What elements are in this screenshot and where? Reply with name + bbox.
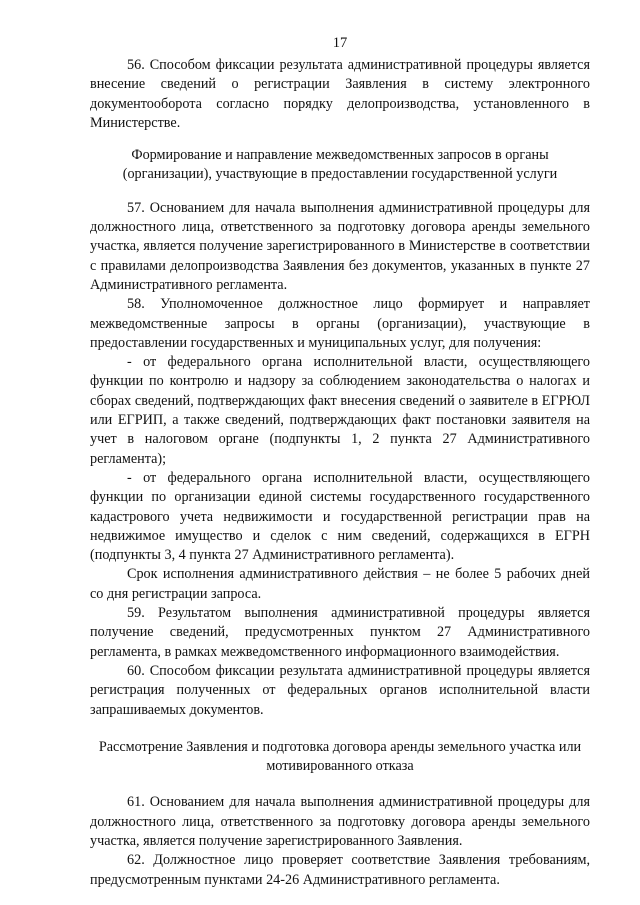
paragraph-60: 60. Способом фиксации результата административной процедуры является регистрация полученных от федеральных органов исполнительной власти запрашиваемых документов.	[90, 662, 590, 718]
paragraph-56: 56. Способом фиксации результата административной процедуры является внесение сведений о регистрации Заявления в систему электронного документооборота согласно порядку делопроизводства, установленного в Министерстве.	[90, 57, 590, 131]
paragraph-58-item-tax-service: - от федерального органа исполнительной власти, осуществляющего функции по контролю и надзору за соблюдением законодательства о налогах и сборах сведений, подтверждающих факт внесения сведений о заявителе в ЕГРЮЛ или ЕГРИП, а также сведений, подтверждающих факт постановки заявителя на учет в налоговом органе (подпункты 1, 2 пункта 27 Административного регламента);	[90, 354, 590, 467]
paragraph-61: 61. Основанием для начала выполнения административной процедуры для должностного лица, ответственного за подготовку договора аренды земельного участка, является получение зарегистрированного Заявления.	[90, 794, 590, 849]
paragraph-58-item-cadastre: - от федерального органа исполнительной власти, осуществляющего функции по организации единой системы государственного государственного кадастрового учета недвижимости и государственной регистрации прав на недвижимое имущество и сделок с ним сведений, содержащихся в ЕГРН (подпункты 3, 4 пункта 27 Административного регламента).	[90, 469, 590, 564]
paragraph-62: 62. Должностное лицо проверяет соответствие Заявления требованиям, предусмотренным пунктами 24-26 Административного регламента.	[90, 852, 590, 888]
section-heading-interagency-requests: Формирование и направление межведомственных запросов в органы (организации), участвующие в предоставлении государственной услуги	[122, 147, 558, 183]
paragraph-57: 57. Основанием для начала выполнения административной процедуры для должностного лица, ответственного за подготовку договора аренды земельного участка, является получение зарегистрированного в Министерстве в соответствии с правилами делопроизводства Заявления без документов, указанных в пункте 27 Административного регламента.	[90, 199, 590, 293]
paragraph-58-deadline: Срок исполнения административного действия – не более 5 рабочих дней со дня регистрации запроса.	[90, 566, 590, 602]
page-number: 17	[332, 35, 348, 51]
paragraph-59: 59. Результатом выполнения административной процедуры является получение сведений, предусмотренных пунктом 27 Административного регламента, в рамках межведомственного информационного взаимодействия.	[90, 605, 590, 660]
paragraph-58: 58. Уполномоченное должностное лицо формирует и направляет межведомственные запросы в органы (организации), участвующие в предоставлении государственных и муниципальных услуг, для получения:	[90, 296, 590, 351]
section-heading-application-review: Рассмотрение Заявления и подготовка договора аренды земельного участка или мотивированного отказа	[98, 738, 582, 775]
